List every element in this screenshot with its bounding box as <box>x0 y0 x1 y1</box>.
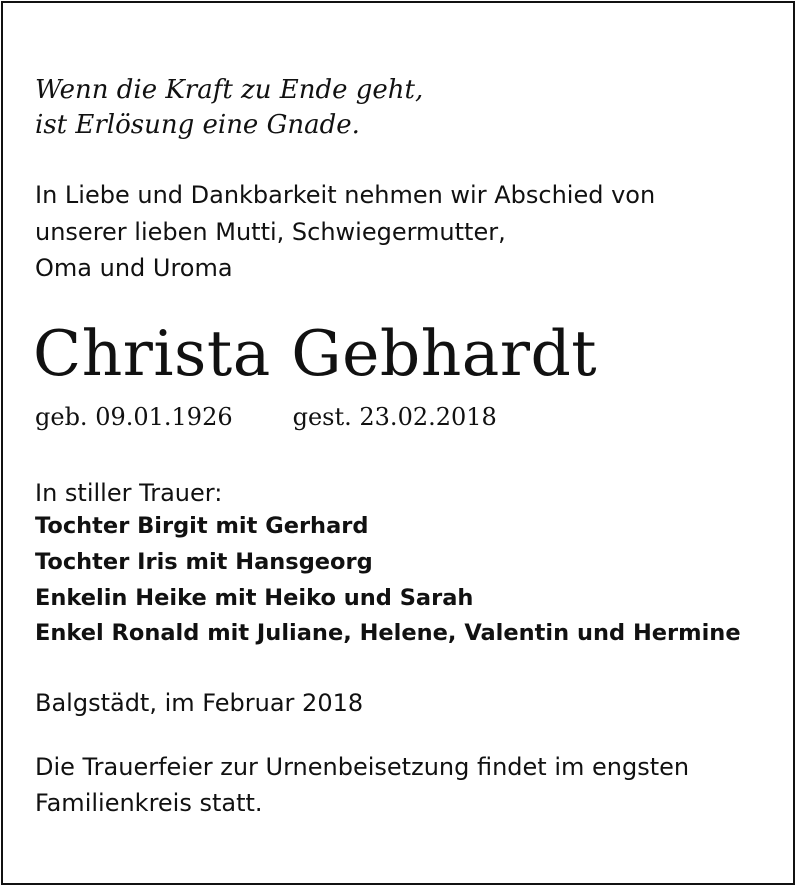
death-date: gest. 23.02.2018 <box>292 403 497 431</box>
mourner-name-4: Enkel Ronald mit Juliane, Helene, Valentin und Hermine <box>35 620 741 646</box>
life-dates <box>35 402 497 432</box>
mourner-name-2: Tochter Iris mit Hansgeorg <box>35 549 373 575</box>
mourners-heading: In stiller Trauer: <box>35 479 223 507</box>
intro-line-2: unserer lieben Mutti, Schwiegermutter, <box>35 218 506 246</box>
place-date: Balgstädt, im Februar 2018 <box>35 689 364 717</box>
intro-line-1: In Liebe und Dankbarkeit nehmen wir Abschied von <box>35 181 656 209</box>
ceremony-line-2: Familienkreis statt. <box>35 789 263 817</box>
ceremony-line-1: Die Trauerfeier zur Urnenbeisetzung findet im engsten <box>35 753 690 781</box>
deceased-name: Christa Gebhardt <box>33 317 598 390</box>
birth-date: geb. 09.01.1926 <box>35 403 233 431</box>
quote-line-2: ist Erlösung eine Gnade. <box>35 110 360 140</box>
mourner-name-3: Enkelin Heike mit Heiko und Sarah <box>35 585 474 611</box>
intro-line-3: Oma und Uroma <box>35 254 233 282</box>
mourner-name-1: Tochter Birgit mit Gerhard <box>35 513 369 539</box>
quote-line-1: Wenn die Kraft zu Ende geht, <box>35 75 424 105</box>
